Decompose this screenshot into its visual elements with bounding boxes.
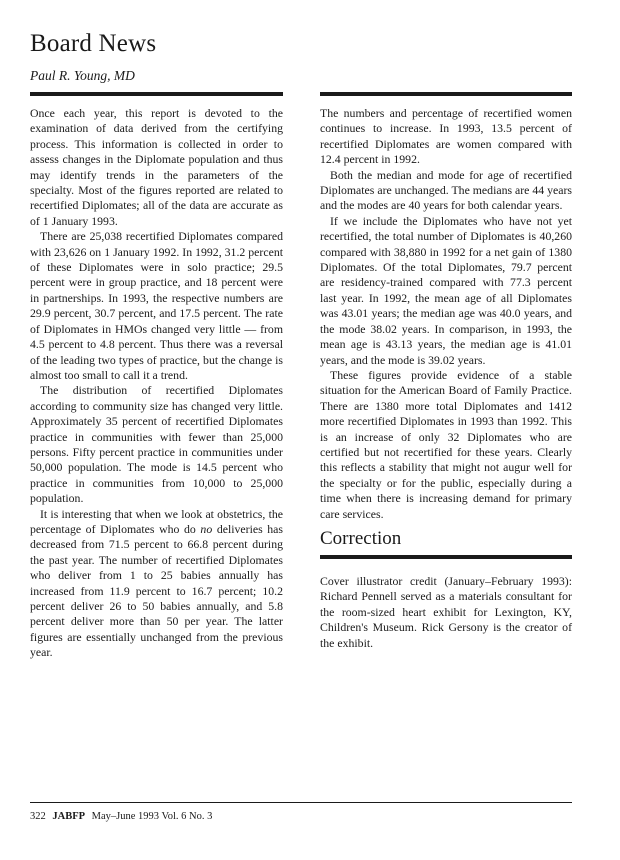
journal-name: JABFP: [52, 811, 86, 822]
paragraph-women: The numbers and percentage of recertified women continues to increase. In 1993, 13.5 percent of recertified Diplomates are women compared with 12.4 percent in 1992.: [320, 106, 572, 167]
paragraph-age: Both the median and mode for age of recertified Diplomates are unchanged. The medians are 44 years and the modes are 40 years for both calendar years.: [320, 167, 573, 213]
author-byline: Paul R. Young, MD: [30, 68, 135, 83]
correction-section: [320, 528, 572, 651]
obstetrics-text-before: It is interesting that when we look at obstetrics, the percentage of Diplomates who do: [30, 506, 283, 536]
footer-rule: [30, 802, 572, 803]
paragraph-totals: If we include the Diplomates who have not yet recertified, the total number of Diplomates is 40,260 compared with 38,880 in 1992 for a net gain of 1380 Diplomates. Of the total Diplomates, 79.7 percent are residency-trained compared with 77.3 percent last year. In 1992, the mean age of all Diplomates was 43.01 years; the median age was 40.0 years, and the mode 38.02 years. In comparison, in 1993, the mean age is 43.13 years, the median age is 41.01 years, and the mode is 39.02 years.: [320, 213, 572, 367]
column-rule: [30, 92, 283, 96]
left-column: [30, 92, 283, 661]
correction-heading: Correction: [320, 528, 402, 549]
page-number: 322: [30, 811, 46, 822]
paragraph-obstetrics: [30, 507, 283, 661]
issue-info: May–June 1993 Vol. 6 No. 3: [91, 811, 213, 822]
obstetrics-emphasis: no: [200, 521, 213, 536]
paragraph-stability: These figures provide evidence of a stable situation for the American Board of Family Practice. There are 1380 more total Diplomates and 1412 more recertified Diplomates in 1993 than 1992. This is an increase of only 32 Diplomates who are certified but not recertified for these years. Clearly this reflects a stability that might not augur well for the specialty or for the public, especially during a time when there is increasing demand for primary care services.: [320, 367, 572, 521]
obstetrics-text-after: deliveries has decreased from 71.5 percent to 66.8 percent during the past year. The number of recertified Diplomates who deliver from 1 to 25 babies annually has increased from 11.9 percent to 16.7 percent; 10.2 percent deliver 26 to 50 babies annually, and 5.8 percent deliver more than 50 per year. The latter figures are essentially unchanged from the previous year.: [30, 521, 284, 660]
paragraph-practice-types: There are 25,038 recertified Diplomates compared with 23,626 on 1 January 1992. In 1992, 31.2 percent of these Diplomates were in solo practice; 29.5 percent were in group practice, and 18 percent were in partnerships. In 1993, the respective numbers are 29.9 percent, 30.7 percent, and 17.5 percent. The rate of Diplomates in HMOs changed very little — from 4.5 percent to 4.8 percent. Thus there was a reversal of the leading two types of practice, but the change is almost too small to call it a trend.: [30, 229, 283, 382]
correction-text: Cover illustrator credit (January–February 1993): Richard Pennell served as a materials consultant for the room-sized heart exhibit for Lexington, KY, Children's Museum. Rick Gersony is the creator of the exhibit.: [320, 574, 572, 650]
paragraph-intro: Once each year, this report is devoted to the examination of data derived from the certifying process. This information is collected in order to assess changes in the Diplomate population and thus may identify trends in the parameters of the specialty. Most of the figures reported are related to recertified Diplomates; all of the data are accurate as of 1 January 1993.: [30, 106, 283, 228]
right-column: [320, 92, 572, 522]
page-title: Board News: [30, 30, 157, 57]
paragraph-community-size: The distribution of recertified Diplomates according to community size has changed very little. Approximately 35 percent of recertified Diplomates practice in communities with fewer than 25,000 persons. Fifty percent practice in communities under 50,000 population. The mode is 14.5 percent who practice in communities from 10,000 to 25,000 population.: [30, 383, 283, 506]
column-rule: [320, 92, 572, 96]
page-footer: [30, 811, 212, 822]
correction-rule: [320, 555, 572, 559]
